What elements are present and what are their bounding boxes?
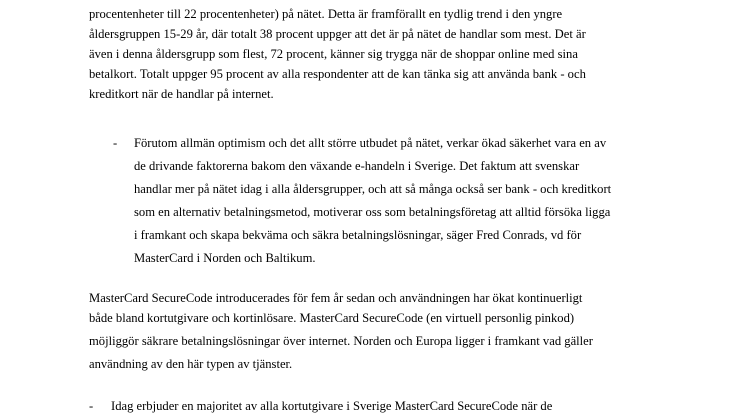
quote-line: MasterCard i Norden och Baltikum.: [134, 251, 316, 265]
text-line: betalkort. Totalt uppger 95 procent av alla respondenter att de kan tänka sig att använda bank - och: [89, 67, 586, 81]
text-line: möjliggör säkrare betalningslösningar över internet. Norden och Europa ligger i framkant vad gäller: [89, 334, 593, 348]
text-line: både bland kortutgivare och kortinlösare. MasterCard SecureCode (en virtuell personlig pinkod): [89, 311, 575, 325]
quote-line: som en alternativ betalningsmetod, motiverar oss som betalningsföretag att alltid försöka ligga: [134, 205, 611, 219]
dash-marker: -: [113, 136, 118, 150]
quote-line: Idag erbjuder en majoritet av alla kortutgivare i Sverige MasterCard SecureCode när de: [111, 399, 553, 413]
text-line: MasterCard SecureCode introducerades för fem år sedan och användningen har ökat kontinuerligt: [89, 291, 583, 305]
text-line: kreditkort när de handlar på internet.: [89, 87, 274, 101]
quote-line: handlar mer på nätet idag i alla åldersgrupper, och att så många också ser bank - och kreditkort: [134, 182, 612, 196]
quote-line: Förutom allmän optimism och det allt större utbudet på nätet, verkar ökad säkerhet vara en av: [134, 136, 607, 150]
text-line: åldersgruppen 15-29 år, där totalt 38 procent uppger att det är på nätet de handlar som mest. Det är: [89, 27, 586, 41]
quote-line: de drivande faktorerna bakom den växande e-handeln i Sverige. Det faktum att svenskar: [134, 159, 580, 173]
quote-line: i framkant och skapa bekväma och säkra betalningslösningar, säger Fred Conrads, vd för: [134, 228, 582, 242]
text-line: procentenheter till 22 procentenheter) på nätet. Detta är framförallt en tydlig trend i den yngre: [89, 7, 563, 21]
text-line: även i denna åldersgrupp som flest, 72 procent, känner sig trygga när de shoppar online med sina: [89, 47, 578, 61]
text-line: användning av den här typen av tjänster.: [89, 357, 293, 371]
dash-marker: -: [89, 399, 94, 413]
